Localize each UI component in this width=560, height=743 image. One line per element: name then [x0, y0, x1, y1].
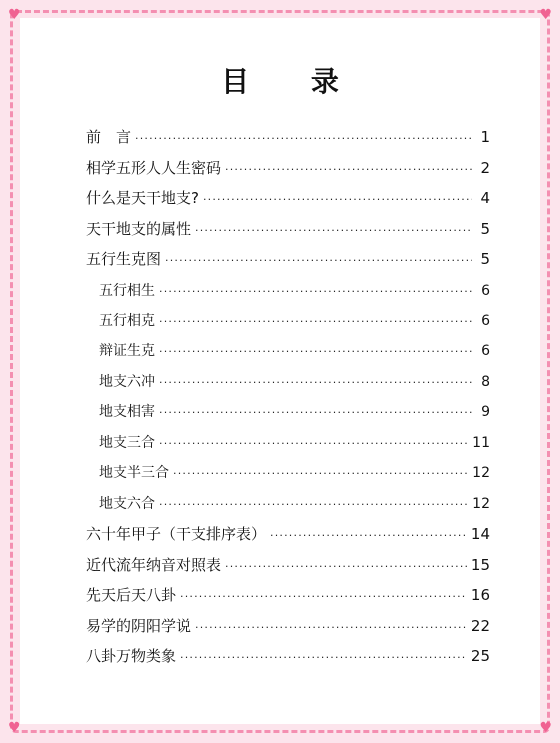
toc-entry-label: 地支六合	[99, 496, 155, 512]
toc-entry-label: 六十年甲子（干支排序表）	[86, 525, 267, 543]
dot-leader	[180, 651, 467, 664]
dot-leader	[173, 467, 468, 480]
toc-entry[interactable]	[86, 218, 490, 239]
dot-leader	[159, 285, 472, 298]
page-title: 目 录	[221, 65, 365, 98]
dot-leader	[135, 132, 472, 145]
heart-icon: ♥	[539, 720, 552, 736]
dot-leader	[165, 254, 472, 267]
toc-entry[interactable]	[86, 248, 490, 269]
toc-entry-label: 八卦万物类象	[86, 647, 177, 665]
toc-page-number: 6	[481, 283, 490, 299]
toc-page-number: 12	[472, 496, 490, 512]
toc-entry[interactable]	[86, 157, 490, 178]
toc-subentry[interactable]	[99, 310, 490, 330]
toc-page-number: 22	[470, 617, 490, 635]
dot-leader	[159, 406, 472, 419]
toc-page-number: 15	[470, 556, 490, 574]
toc-entry-label: 辩证生克	[99, 343, 155, 359]
toc-entry-label: 相学五形人人生密码	[86, 159, 222, 177]
toc-entry-label: 前 言	[86, 128, 132, 146]
toc-subentry[interactable]	[99, 462, 490, 482]
heart-icon: ♥	[8, 7, 21, 23]
toc-entry-label: 地支三合	[99, 435, 155, 451]
dot-leader	[225, 163, 472, 176]
toc-subentry[interactable]	[99, 432, 490, 452]
toc-subentry[interactable]	[99, 340, 490, 360]
toc-page-number: 14	[470, 525, 490, 543]
toc-page-number: 8	[481, 374, 490, 390]
toc-page-number: 5	[480, 220, 490, 238]
toc-entry-label: 先天后天八卦	[86, 586, 177, 604]
toc-entry-label: 什么是天干地支?	[86, 189, 199, 207]
toc-entry-label: 地支半三合	[99, 465, 169, 481]
toc-entry[interactable]	[86, 126, 490, 147]
dot-leader	[270, 529, 467, 542]
heart-icon: ♥	[539, 7, 552, 23]
dot-leader	[180, 590, 467, 603]
dot-leader	[195, 621, 467, 634]
toc-entry-label: 地支相害	[99, 404, 155, 420]
dot-leader	[159, 498, 468, 511]
toc-page-number: 11	[472, 435, 490, 451]
toc-page-number: 25	[470, 647, 490, 665]
toc-entry-label: 地支六冲	[99, 374, 155, 390]
toc-entry-label: 天干地支的属性	[86, 220, 192, 238]
toc-entry-label: 五行生克图	[86, 250, 162, 268]
toc-entry[interactable]	[86, 645, 490, 666]
toc-page-number: 16	[470, 586, 490, 604]
toc-entry-label: 五行相克	[99, 313, 155, 329]
toc-page-number: 6	[481, 313, 490, 329]
dot-leader	[159, 376, 472, 389]
toc-subentry[interactable]	[99, 280, 490, 300]
toc-page-number: 4	[480, 189, 490, 207]
toc-page-number: 1	[480, 128, 490, 146]
toc-entry-label: 五行相生	[99, 283, 155, 299]
toc-page-number: 6	[481, 343, 490, 359]
toc-entry-label: 近代流年纳音对照表	[86, 556, 222, 574]
dot-leader	[195, 224, 472, 237]
toc-subentry[interactable]	[99, 493, 490, 513]
toc-entry[interactable]	[86, 554, 490, 575]
dot-leader	[203, 193, 472, 206]
dot-leader	[159, 437, 468, 450]
toc-page-number: 5	[480, 250, 490, 268]
toc-entry[interactable]	[86, 584, 490, 605]
toc-entry[interactable]	[86, 187, 490, 208]
toc-entry-label: 易学的阴阳学说	[86, 617, 192, 635]
heart-icon: ♥	[8, 720, 21, 736]
toc-entry[interactable]	[86, 615, 490, 636]
dot-leader	[225, 560, 467, 573]
toc-entry[interactable]	[86, 523, 490, 544]
toc-subentry[interactable]	[99, 401, 490, 421]
toc-page-number: 2	[480, 159, 490, 177]
dot-leader	[159, 315, 472, 328]
toc-page-number: 9	[481, 404, 490, 420]
dot-leader	[159, 345, 472, 358]
toc-page-number: 12	[472, 465, 490, 481]
toc-subentry[interactable]	[99, 371, 490, 391]
